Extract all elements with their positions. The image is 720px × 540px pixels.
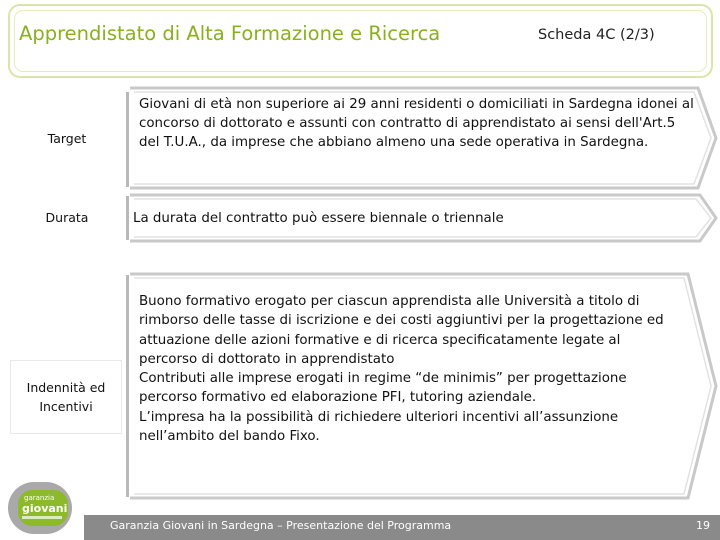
incentivi-text (139, 292, 669, 446)
row-label-target: Target (47, 131, 87, 146)
page-subtitle: Scheda 4C (2/3) (538, 27, 655, 43)
garanzia-giovani-logo (2, 478, 74, 536)
incentivi-paragraph-fixo: L’impresa ha la possibilità di richiedere ulteriori incentivi all’assunzione nell’ambito del bando Fixo. (139, 409, 619, 445)
target-text: Giovani di età non superiore ai 29 anni residenti o domiciliati in Sardegna idonei al concorso di dottorato e assunti con contratto di apprendistato ai sensi dell'Art.5 del T.U.A., da imprese che abbiano almeno una sede operativa in Sardegna. (139, 97, 694, 150)
row-label-incentivi: Indennità ed Incentivi (10, 360, 122, 434)
page-number: 19 (696, 519, 710, 532)
incentivi-paragraph-contributi: Contributi alle imprese erogati in regime “de minimis” per progettazione percorso formativo ed elaborazione PFI, tutoring aziendale. (139, 371, 627, 406)
row-label-durata: Durata (45, 210, 89, 225)
durata-text: La durata del contratto può essere biennale o triennale (133, 211, 504, 226)
logo-graphic (2, 478, 74, 536)
incentivi-paragraph-buono: Buono formativo erogato per ciascun apprendista alle Università a titolo di rimborso delle tasse di iscrizione e dei costi aggiuntivi per la progettazione ed attuazione delle azioni formative e di ricerca specificatamente legate al percorso di dottorato in apprendistato (139, 294, 664, 367)
logo-line2: giovani (22, 502, 68, 515)
page-title: Apprendistato di Alta Formazione e Ricerca (19, 22, 441, 45)
logo-line1: garanzia (24, 494, 55, 502)
footer-text: Garanzia Giovani in Sardegna – Presentazione del Programma (110, 519, 452, 532)
